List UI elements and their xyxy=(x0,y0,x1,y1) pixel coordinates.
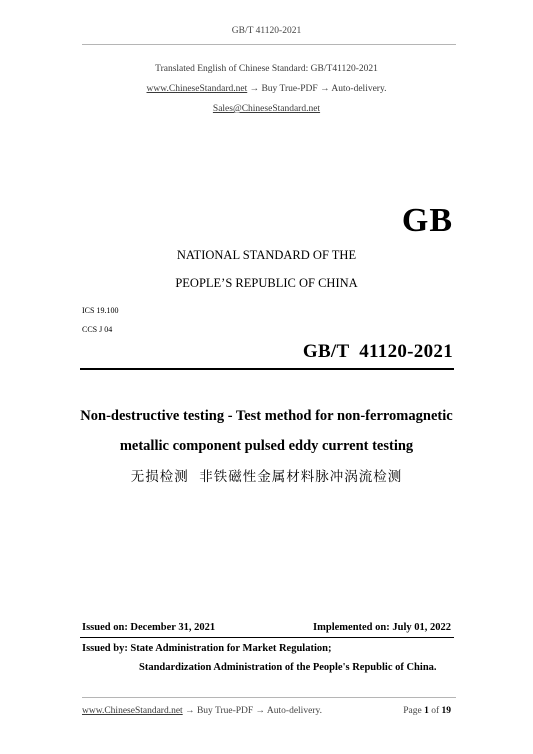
header-divider xyxy=(82,44,456,45)
standard-number-rule xyxy=(80,368,454,370)
page-indicator xyxy=(403,706,451,716)
issued-date: Issued on: December 31, 2021 xyxy=(82,622,216,633)
email-line xyxy=(0,104,533,114)
title-chinese: 无损检测 非铁磁性金属材料脉冲涡流检测 xyxy=(130,469,403,485)
page-total: 19 xyxy=(441,706,451,716)
implemented-date: Implemented on: July 01, 2022 xyxy=(313,622,451,633)
page-of: of xyxy=(431,706,440,716)
ccs-code: CCS J 04 xyxy=(82,325,113,334)
issuer-line2: Standardization Administration of the People's Republic of China. xyxy=(139,662,437,673)
page-word: Page xyxy=(403,706,422,716)
ics-code: ICS 19.100 xyxy=(82,306,119,315)
issuer-line1: Issued by: State Administration for Market Regulation; xyxy=(82,643,332,654)
footer-purchase-text: → Buy True-PDF → Auto-delivery. xyxy=(182,706,322,716)
sales-email-link[interactable]: Sales@ChineseStandard.net xyxy=(212,104,321,114)
title-english-line1: Non-destructive testing - Test method for non-ferromagnetic xyxy=(80,408,453,424)
national-standard-line1: NATIONAL STANDARD OF THE xyxy=(176,248,357,262)
running-header: GB/T 41120-2021 xyxy=(231,26,302,36)
gb-logo: GB xyxy=(401,202,453,239)
standard-number: GB/T 41120-2021 xyxy=(302,341,453,362)
footer-chinesestandard-link[interactable]: www.ChineseStandard.net xyxy=(82,706,183,716)
chinesestandard-link[interactable]: www.ChineseStandard.net xyxy=(146,84,248,94)
purchase-line xyxy=(0,84,533,94)
dates-divider xyxy=(80,637,454,638)
purchase-text: → Buy True-PDF → Auto-delivery. xyxy=(247,84,387,94)
title-english-line2: metallic component pulsed eddy current testing xyxy=(119,438,414,454)
national-standard-line2: PEOPLE’S REPUBLIC OF CHINA xyxy=(175,276,358,290)
footer-purchase-line xyxy=(82,706,322,716)
footer-divider xyxy=(82,697,456,698)
page-current: 1 xyxy=(424,706,429,716)
translation-notice: Translated English of Chinese Standard: GB/T41120-2021 xyxy=(155,64,378,74)
